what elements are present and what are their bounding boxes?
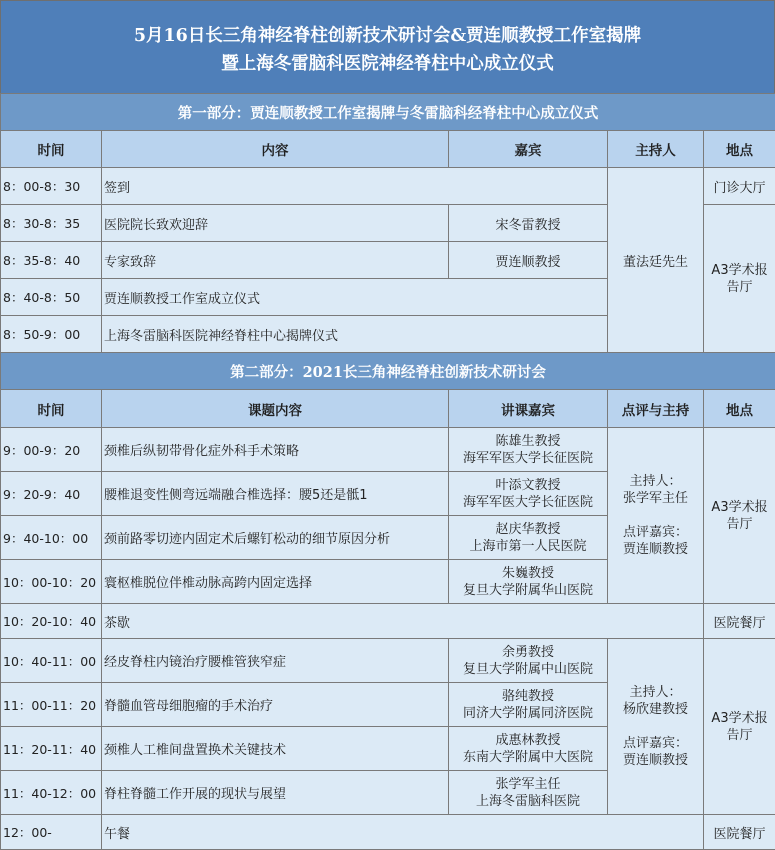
table-row [1, 604, 775, 639]
row-content: 脊髓血管母细胞瘤的手术治疗 [102, 683, 449, 727]
row-content: 腰椎退变性侧弯远端融合椎选择：腰5还是骶1 [102, 472, 449, 516]
row-content: 午餐 [102, 815, 704, 850]
block2-place: A3学术报告厅 [704, 639, 775, 815]
guest-org: 上海市第一人民医院 [451, 538, 605, 555]
review-name: 贾连顺教授 [610, 752, 701, 769]
table-row [1, 639, 775, 683]
part2-heading: 第二部分：2021长三角神经脊柱创新技术研讨会 [1, 353, 775, 390]
host-label: 主持人： [610, 473, 701, 490]
row-guest [449, 516, 608, 560]
col-header-host: 主持人 [608, 131, 704, 168]
part1-header-row [1, 131, 775, 168]
row-guest [449, 771, 608, 815]
part1-place-lobby: 门诊大厅 [704, 168, 775, 205]
row-content: 经皮脊柱内镜治疗腰椎管狭窄症 [102, 639, 449, 683]
review-label: 点评嘉宾： [610, 524, 701, 541]
guest-org: 同济大学附属同济医院 [451, 705, 605, 722]
row-guest [449, 639, 608, 683]
guest-org: 海军军医大学长征医院 [451, 450, 605, 467]
title-line-2: 暨上海冬雷脑科医院神经脊柱中心成立仪式 [1, 50, 774, 75]
block1-host-cell [608, 428, 704, 604]
table-row [1, 168, 775, 205]
row-time: 10：20-10：40 [1, 604, 102, 639]
row-time: 11：20-11：40 [1, 727, 102, 771]
col-header-time: 时间 [1, 131, 102, 168]
row-place: 医院餐厅 [704, 815, 775, 850]
col-header-time: 时间 [1, 390, 102, 428]
row-time: 9：00-9：20 [1, 428, 102, 472]
block1-place: A3学术报告厅 [704, 428, 775, 604]
title-line-1: 5月16日长三角神经脊柱创新技术研讨会&贾连顺教授工作室揭牌 [1, 22, 774, 47]
row-content: 签到 [102, 168, 608, 205]
row-content: 上海冬雷脑科医院神经脊柱中心揭牌仪式 [102, 316, 608, 353]
row-time: 8：00-8：30 [1, 168, 102, 205]
page-title [0, 0, 775, 94]
review-label: 点评嘉宾： [610, 735, 701, 752]
row-content: 专家致辞 [102, 242, 449, 279]
guest-name: 赵庆华教授 [451, 521, 605, 538]
row-time: 12：00- [1, 815, 102, 850]
row-guest [449, 727, 608, 771]
row-time: 8：30-8：35 [1, 205, 102, 242]
row-guest [449, 472, 608, 516]
guest-name: 成惠林教授 [451, 732, 605, 749]
row-time: 8：50-9：00 [1, 316, 102, 353]
col-header-guest: 讲课嘉宾 [449, 390, 608, 428]
part1-host: 董法廷先生 [608, 168, 704, 353]
guest-name: 叶添文教授 [451, 477, 605, 494]
row-content: 颈前路零切迹内固定术后螺钉松动的细节原因分析 [102, 516, 449, 560]
col-header-content: 内容 [102, 131, 449, 168]
col-header-place: 地点 [704, 131, 775, 168]
col-header-host: 点评与主持 [608, 390, 704, 428]
row-guest: 贾连顺教授 [449, 242, 608, 279]
host-label: 主持人： [610, 684, 701, 701]
row-time: 11：40-12：00 [1, 771, 102, 815]
part1-heading: 第一部分：贾连顺教授工作室揭牌与冬雷脑科经脊柱中心成立仪式 [1, 94, 775, 131]
guest-org: 上海冬雷脑科医院 [451, 793, 605, 810]
row-content: 颈椎人工椎间盘置换术关键技术 [102, 727, 449, 771]
row-guest: 宋冬雷教授 [449, 205, 608, 242]
row-place: 医院餐厅 [704, 604, 775, 639]
part2-header-row [1, 390, 775, 428]
row-time: 10：40-11：00 [1, 639, 102, 683]
row-content: 茶歇 [102, 604, 704, 639]
row-content: 贾连顺教授工作室成立仪式 [102, 279, 608, 316]
part1-place-hall: A3学术报告厅 [704, 205, 775, 353]
guest-org: 复旦大学附属中山医院 [451, 661, 605, 678]
row-time: 8：35-8：40 [1, 242, 102, 279]
guest-name: 张学军主任 [451, 776, 605, 793]
review-name: 贾连顺教授 [610, 541, 701, 558]
schedule-table [0, 93, 775, 850]
guest-name: 朱巍教授 [451, 565, 605, 582]
col-header-content: 课题内容 [102, 390, 449, 428]
guest-name: 陈雄生教授 [451, 433, 605, 450]
table-row [1, 428, 775, 472]
row-content: 脊柱脊髓工作开展的现状与展望 [102, 771, 449, 815]
part1-heading-row [1, 94, 775, 131]
guest-org: 复旦大学附属华山医院 [451, 582, 605, 599]
row-time: 11：00-11：20 [1, 683, 102, 727]
guest-org: 东南大学附属中大医院 [451, 749, 605, 766]
table-row [1, 815, 775, 850]
row-content: 颈椎后纵韧带骨化症外科手术策略 [102, 428, 449, 472]
row-time: 9：20-9：40 [1, 472, 102, 516]
row-time: 8：40-8：50 [1, 279, 102, 316]
guest-name: 骆纯教授 [451, 688, 605, 705]
row-guest [449, 560, 608, 604]
col-header-place: 地点 [704, 390, 775, 428]
row-time: 10：00-10：20 [1, 560, 102, 604]
row-time: 9：40-10：00 [1, 516, 102, 560]
col-header-guest: 嘉宾 [449, 131, 608, 168]
guest-org: 海军军医大学长征医院 [451, 494, 605, 511]
host-name: 杨欣建教授 [610, 701, 701, 718]
block2-host-cell [608, 639, 704, 815]
row-guest [449, 428, 608, 472]
row-content: 医院院长致欢迎辞 [102, 205, 449, 242]
row-guest [449, 683, 608, 727]
row-content: 寰枢椎脱位伴椎动脉高跨内固定选择 [102, 560, 449, 604]
host-name: 张学军主任 [610, 490, 701, 507]
part2-heading-row [1, 353, 775, 390]
guest-name: 余勇教授 [451, 644, 605, 661]
